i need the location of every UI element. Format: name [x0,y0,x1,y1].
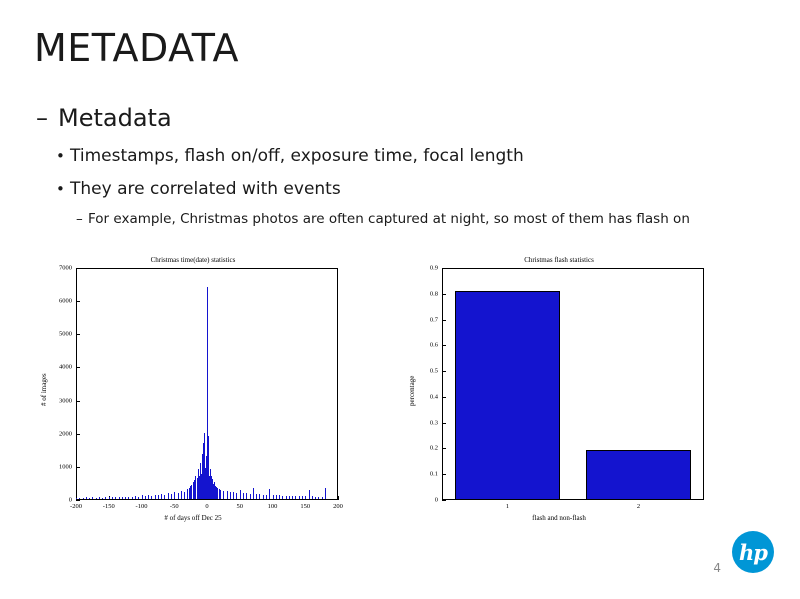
y-tick-mark [442,500,446,501]
page-number: 4 [713,561,721,575]
y-tick-label: 6000 [59,297,72,305]
histogram-bar [115,497,116,499]
histogram-bar [122,497,123,499]
histogram-bar [76,498,77,499]
y-tick-label: 0.9 [429,264,438,272]
y-tick-mark [442,371,446,372]
bullet-level3 [76,211,690,227]
histogram-bar [223,491,224,499]
histogram-bar [295,496,296,499]
bullet-level2-2 [56,179,341,199]
bar [586,450,691,500]
x-tick-label: -50 [169,503,179,510]
y-tick-mark [76,401,80,402]
histogram-bar [250,494,251,499]
histogram-bar [318,497,319,499]
y-tick-mark [442,294,446,295]
bullet-level3-label: For example, Christmas photos are often captured at night, so most of them has flash on [88,211,690,227]
y-tick-mark [442,397,446,398]
histogram-bar [174,492,175,499]
y-tick-label: 0.1 [429,470,438,478]
histogram-bar [138,497,139,499]
y-tick-label: 0.8 [429,290,438,298]
histogram-bar [273,495,274,499]
histogram-bar [83,498,84,499]
histogram-bar [158,495,159,499]
histogram-bar [302,496,303,499]
y-tick-mark [76,434,80,435]
hp-logo: hp [732,531,774,573]
y-tick-label: 7000 [59,264,72,272]
y-tick-mark [76,500,80,501]
bullet-level2-label: They are correlated with events [70,179,341,199]
y-tick-label: 0.5 [429,367,438,375]
histogram-bar [142,495,143,499]
y-tick-label: 0.3 [429,419,438,427]
histogram-bar [105,497,106,499]
bar [455,291,560,500]
y-tick-mark [76,334,80,335]
y-tick-label: 3000 [59,397,72,405]
histogram-bar [312,496,313,499]
histogram-bar [184,492,185,499]
bullet-level2-marker: • [56,180,65,198]
histogram-bar [181,491,182,499]
x-tick-label: -200 [70,503,82,510]
histogram-bar [266,495,267,499]
y-tick-mark [442,320,446,321]
bullet-level1-marker: – [36,104,48,132]
histogram-bar [119,497,120,499]
histogram-bar [86,497,87,499]
histogram-bar [325,488,326,499]
histogram-bar [151,496,152,499]
y-tick-label: 2000 [59,430,72,438]
y-axis-label: # of images [40,373,48,406]
y-tick-mark [442,268,446,269]
histogram-bar [292,496,293,499]
histogram-bar [233,492,234,499]
y-tick-mark [76,301,80,302]
x-axis-label: # of days off Dec 25 [164,514,222,522]
y-tick-mark [76,467,80,468]
y-tick-label: 0.6 [429,341,438,349]
histogram-bar [102,498,103,499]
y-tick-label: 0.4 [429,393,438,401]
x-tick-label: 1 [505,503,510,510]
histogram-bar [99,497,100,499]
y-tick-label: 0.7 [429,316,438,324]
chart-title: Christmas time(date) statistics [150,256,236,264]
histogram-bar [171,494,172,499]
histogram-bar [128,497,129,499]
histogram-bar [92,497,93,499]
y-tick-mark [442,345,446,346]
histogram-bar [96,498,97,499]
histogram-bar [269,489,270,499]
x-tick-label: 50 [236,503,243,510]
histogram-bar [125,497,126,499]
histogram-bar [256,494,257,499]
histogram-bar [178,493,179,499]
y-tick-mark [442,423,446,424]
histogram-bar [246,493,247,499]
histogram-bar [168,493,169,499]
histogram-bar [240,490,241,499]
histogram-bar [305,496,306,499]
y-axis-label: percentage [408,375,416,406]
histogram-bar [315,497,316,499]
bullet-level1 [36,104,172,132]
y-tick-mark [76,367,80,368]
chart-title: Christmas flash statistics [524,256,594,264]
x-tick-label: 200 [333,503,343,510]
bullet-level1-label: Metadata [58,104,172,132]
y-tick-label: 0.2 [429,444,438,452]
histogram-bar [227,491,228,499]
bullet-level2-1 [56,146,524,166]
x-tick-label: -150 [102,503,115,510]
x-tick-label: 0 [205,503,209,510]
histogram-bar [79,498,80,499]
y-tick-mark [442,474,446,475]
histogram-bar [230,492,231,499]
bullet-level2-marker: • [56,147,65,165]
x-tick-mark [338,496,339,500]
page-title: METADATA [34,26,239,70]
histogram-bar [286,496,287,499]
histogram-bar [145,496,146,499]
histogram-bar [148,495,149,499]
y-tick-mark [76,268,80,269]
x-tick-label: 100 [267,503,278,510]
histogram-bar [161,494,162,499]
histogram-bar [253,488,254,499]
histogram-bar [259,494,260,499]
histogram-bar [135,496,136,499]
histogram-bar [236,493,237,499]
histogram-bar [263,495,264,499]
x-axis-label: flash and non-flash [532,514,586,522]
histogram-bar [220,490,221,499]
histogram-bar [155,495,156,499]
histogram-bar [309,490,310,499]
bullet-level3-marker: – [76,211,83,227]
histogram-bar [289,496,290,499]
y-tick-label: 1000 [59,463,72,471]
histogram-bar [282,496,283,499]
histogram-bar [276,495,277,499]
chart-christmas-time-statistics [28,252,358,522]
histogram-bar [299,496,300,499]
y-tick-label: 0 [68,496,72,504]
x-tick-label: -100 [135,503,148,510]
x-tick-label: 2 [636,503,641,510]
histogram-bar [112,497,113,499]
histogram-bar [89,498,90,499]
histogram-bar [164,495,165,499]
chart-christmas-flash-statistics [394,252,724,522]
histogram-bar [279,495,280,499]
histogram-bar [109,497,110,499]
y-tick-mark [442,448,446,449]
y-tick-label: 0 [434,496,438,504]
y-tick-label: 4000 [59,363,72,371]
histogram-bar [132,497,133,499]
histogram-bar [243,493,244,499]
histogram-bar [322,497,323,499]
x-tick-label: 150 [300,503,311,510]
y-tick-label: 5000 [59,330,72,338]
bullet-level2-label: Timestamps, flash on/off, exposure time, focal length [70,146,524,166]
